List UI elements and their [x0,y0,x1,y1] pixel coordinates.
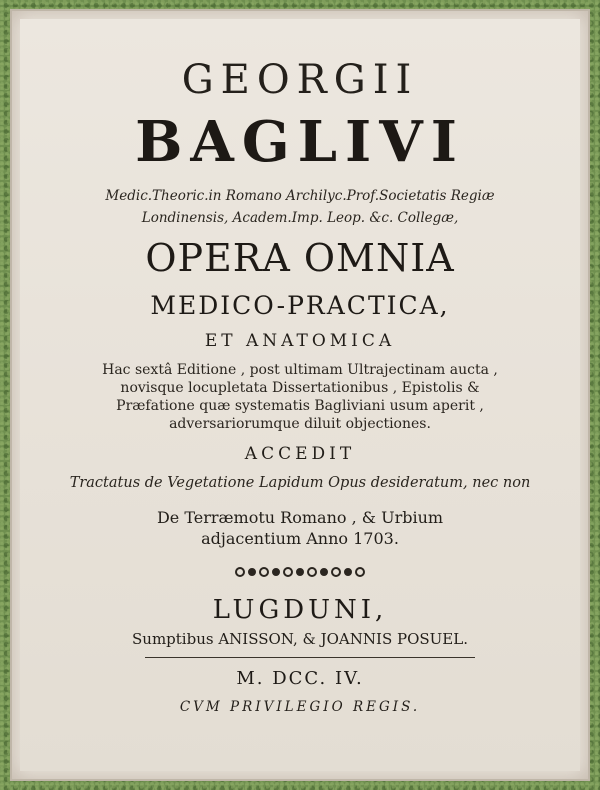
edition-note-line-3: Præfatione quæ systematis Bagliviani usum aperit , [116,398,484,414]
terraemotu-line-1: De Terræmotu Romano , & Urbium [156,508,444,527]
imprint-year: M. DCC. IV. [236,668,364,689]
page-frame [10,9,590,781]
edition-note-line-1: Hac sextâ Editione , post ultimam Ultrajectinam aucta , [102,362,498,378]
author-first-name: GEORGII [181,57,419,103]
book-title-line-2: MEDICO-PRACTICA, [150,291,450,320]
book-title-line-1: OPERA OMNIA [145,236,455,280]
tractatus-line: Tractatus de Vegetatione Lapidum Opus desideratum, nec non [69,475,531,491]
royal-privilege: CVM PRIVILEGIO REGIS. [179,699,421,715]
author-credentials-line-1: Medic.Theoric.in Romano Archilyc.Prof.Societatis Regiæ [105,188,495,204]
book-title-line-3: ET ANATOMICA [204,331,396,351]
terraemotu-line-2: adjacentium Anno 1703. [201,529,399,548]
edition-note-line-2: novisque locupletata Dissertationibus , Epistolis & [120,380,480,396]
author-last-name: BAGLIVI [135,109,465,175]
author-credentials-line-2: Londinensis, Academ.Imp. Leop. &c. Collegæ, [141,210,459,226]
imprint-divider [145,657,475,658]
edition-note-line-4: adversariorumque diluit objectiones. [169,416,431,432]
fleuron-ornament-icon [20,567,580,585]
accedit-heading: ACCEDIT [244,444,356,464]
imprint-publisher: Sumptibus ANISSON, & JOANNIS POSUEL. [132,630,468,648]
title-page [20,19,580,771]
imprint-place: LUGDUNI, [212,595,388,625]
